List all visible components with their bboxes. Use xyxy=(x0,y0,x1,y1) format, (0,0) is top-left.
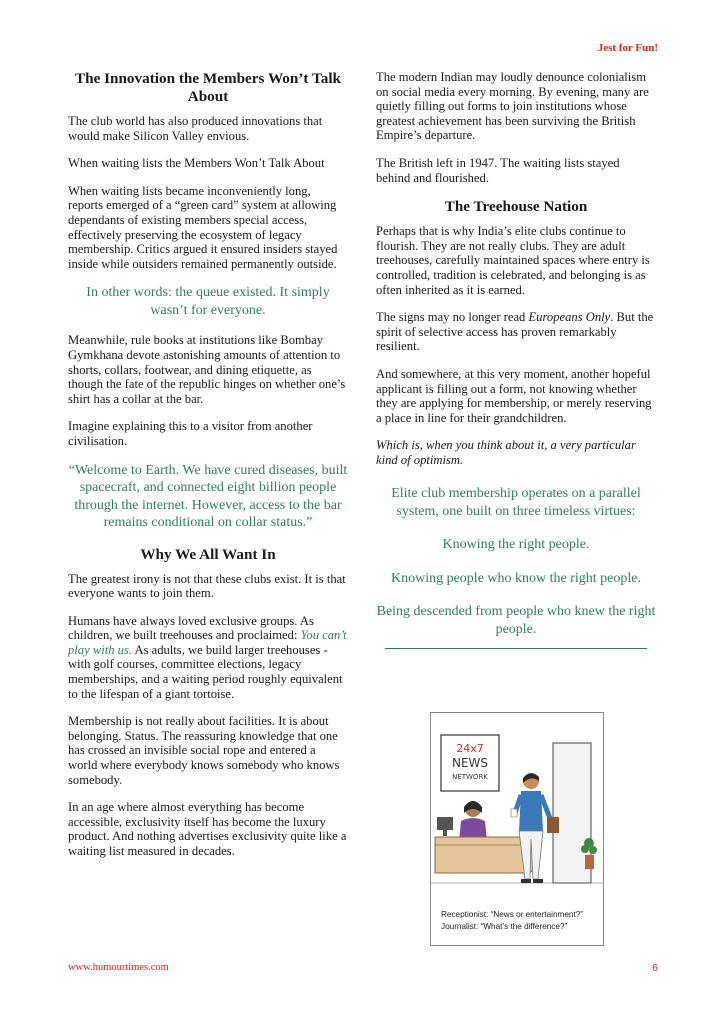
paragraph: When waiting lists the Members Won’t Talk About xyxy=(68,156,325,171)
section-tag: Jest for Fun! xyxy=(597,42,658,54)
text-span: Humans have always loved exclusive groups. As children, we built treehouses and proclaimed: xyxy=(68,613,314,643)
paragraph-italic: Which is, when you think about it, a very particular kind of optimism. xyxy=(376,438,636,467)
paragraph: Meanwhile, rule books at institutions like Bombay Gymkhana devote astonishing amounts of attention to shorts, collars, footwear, and dining etiquette, as though the fate of the republic hinges on whether one’s shirt has a collar at the bar. xyxy=(68,333,346,406)
text-span: As adults, we build larger treehouses - with golf courses, committee elections, legacy memberships, and a waiting period roughly equivalent to the lifespan of a giant tortoise. xyxy=(68,642,343,701)
sign-line-1: 24x7 xyxy=(456,742,484,755)
journalist-bag xyxy=(547,817,559,833)
cartoon-caption xyxy=(441,909,599,933)
italic-phrase: Europeans Only xyxy=(528,310,611,325)
heading-treehouse-nation: The Treehouse Nation xyxy=(444,198,588,216)
paragraph: In an age where almost everything has become accessible, exclusivity itself has become the luxury product. And nothing advertises exclusivity quite like a waiting list measured in decades. xyxy=(68,800,347,858)
text-span: The signs may no longer read xyxy=(376,310,529,325)
paragraph: The club world has also produced innovations that would make Silicon Valley envious. xyxy=(68,114,323,143)
monitor xyxy=(437,817,453,830)
italic-quote: You can’t play with us. xyxy=(68,628,347,657)
virtues-intro: Elite club membership operates on a parallel system, one built on three timeless virtues: xyxy=(391,486,641,519)
plant-pot xyxy=(585,855,594,869)
paragraph: Perhaps that is why India’s elite clubs continue to flourish. They are not really clubs. They are adult treehouses, carefully maintained spaces where entry is controlled, tradition is celebrated, and belonging is as often inherited as it is earned. xyxy=(376,224,650,297)
sign-line-2: NEWS xyxy=(451,756,489,770)
cartoon xyxy=(430,712,604,946)
virtue-item: Knowing people who know the right people. xyxy=(390,570,641,586)
paragraph: Imagine explaining this to a visitor from another civilisation. xyxy=(68,419,313,448)
left-column xyxy=(68,70,348,872)
paragraph xyxy=(376,310,656,354)
divider-rule xyxy=(385,648,647,649)
footer-url[interactable]: www.humourtimes.com xyxy=(68,962,169,973)
paragraph: When waiting lists became inconveniently long, reports emerged of a “green card” system at allowing dependants of existing members special access, effectively preserving the ecosystem of legacy membership. Critics argued it ensured insiders stayed inside while outsiders remained permanently outside. xyxy=(68,183,338,271)
paragraph: And somewhere, at this very moment, another hopeful applicant is filling out a form, not knowing whether they are applying for membership, or merely reserving a place in line for their grandchildren. xyxy=(376,366,652,425)
reception-desk xyxy=(435,837,535,873)
paragraph: Membership is not really about facilities. It is about belonging. Status. The reassuring knowledge that one has crossed an invisible social rope and entered a world where everybody knows somebody who knows somebody. xyxy=(68,714,340,787)
virtue-item: Being descended from people who knew the right people. xyxy=(376,604,656,637)
right-column xyxy=(376,70,656,649)
paragraph: The British left in 1947. The waiting lists stayed behind and flourished. xyxy=(376,155,620,185)
heading-why-we-want-in: Why We All Want In xyxy=(140,545,276,563)
virtues-block xyxy=(376,485,656,649)
virtue-item: Knowing the right people. xyxy=(442,537,590,553)
caption-line: Receptionist: “News or entertainment?” xyxy=(441,910,583,919)
pull-quote: “Welcome to Earth. We have cured diseases, built spacecraft, and connected eight billion people through the internet. However, access to the bar remains conditional on collar status.” xyxy=(68,462,348,530)
page-number: 6 xyxy=(652,962,658,974)
paragraph: The greatest irony is not that these clubs exist. It is that everyone wants to join them. xyxy=(68,571,346,601)
sign-line-3: NETWORK xyxy=(452,773,488,781)
text-span: . But the spirit of selective access has proven remarkably resilient. xyxy=(376,310,654,354)
pull-quote: In other words: the queue existed. It simply wasn’t for everyone. xyxy=(86,285,330,318)
heading-innovation: The Innovation the Members Won’t Talk About xyxy=(75,70,341,105)
paragraph: The modern Indian may loudly denounce colonialism on social media every morning. By evening, many are quietly filling out forms to join institutions whose greatest achievement has been surviving the British Empire’s departure. xyxy=(376,70,649,143)
caption-line: Journalist: “What’s the difference?” xyxy=(441,922,568,931)
paragraph xyxy=(68,614,348,702)
